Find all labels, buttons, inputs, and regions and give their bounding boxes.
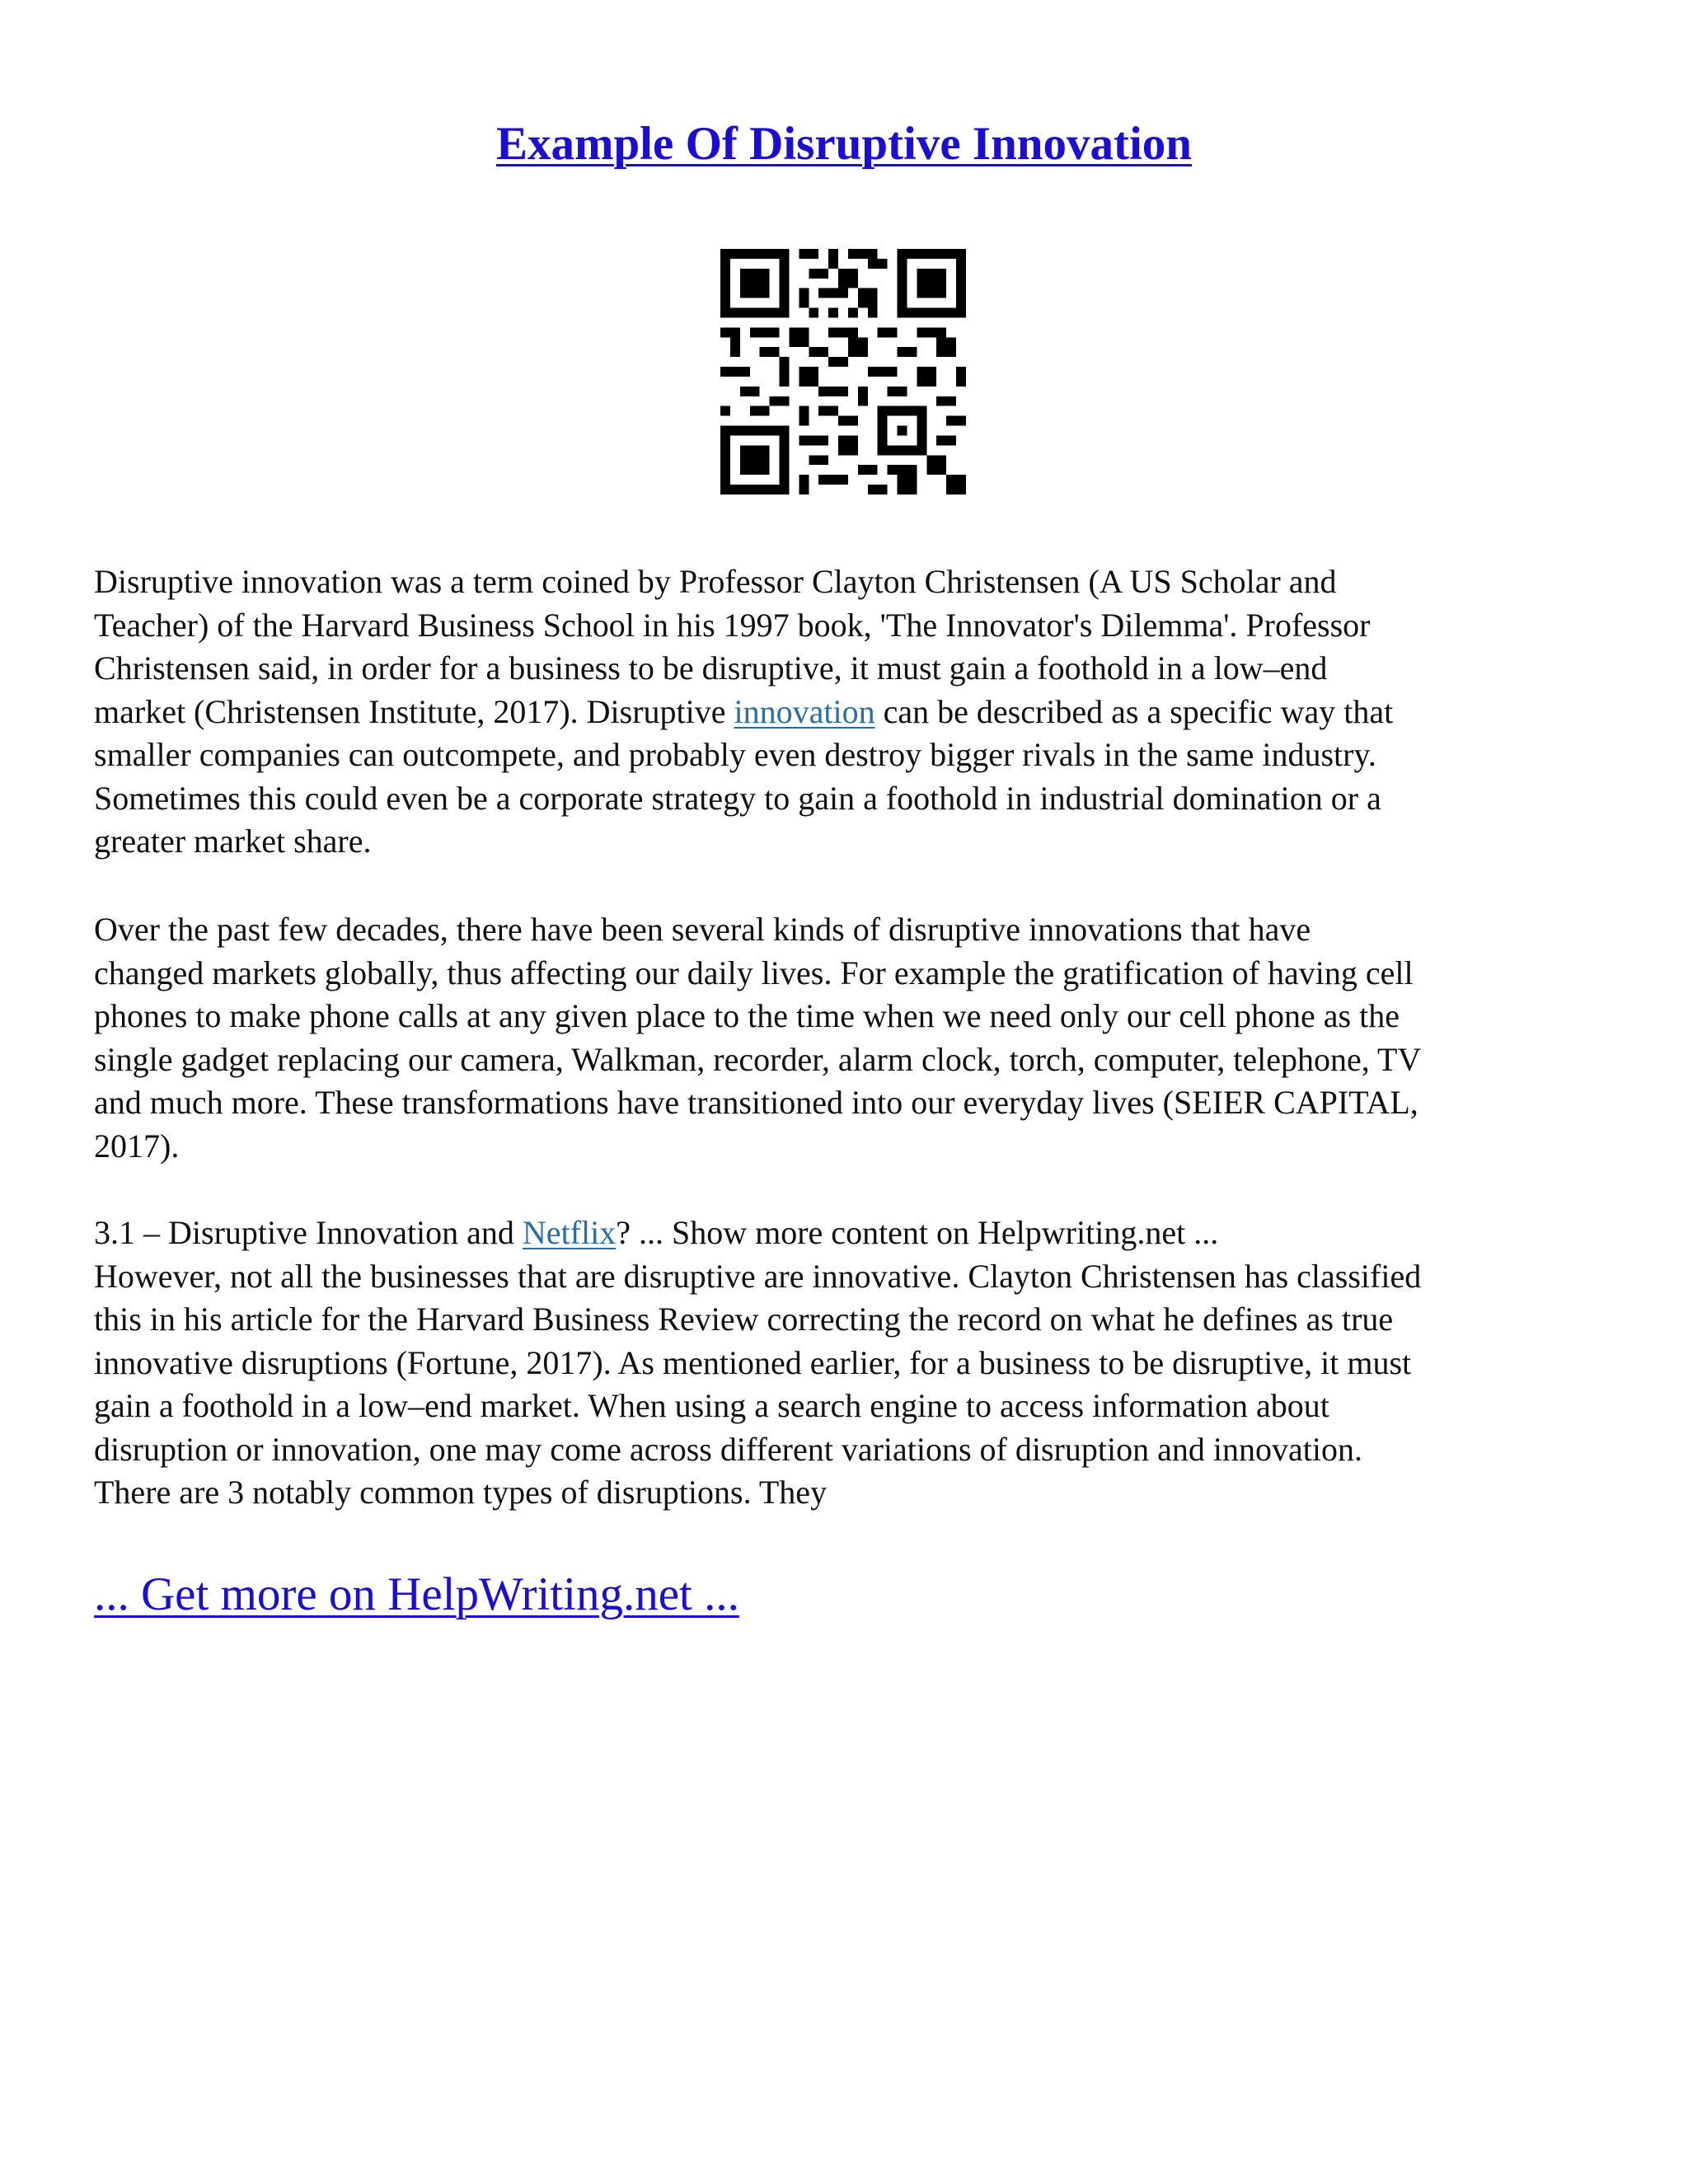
paragraph-line: Teacher) of the Harvard Business School in his 1997 book, 'The Innovator's Dilemma'. Professor: [94, 606, 1371, 644]
paragraph-line: However, not all the businesses that are disruptive are innovative. Clayton Christensen has classified: [94, 1257, 1422, 1295]
line-text: market (Christensen Institute, 2017). Disruptive: [94, 692, 734, 730]
title-link[interactable]: Example Of Disruptive Innovation: [495, 118, 1192, 170]
paragraph-line: and much more. These transformations have transitioned into our everyday lives (SEIER CAPITAL,: [94, 1084, 1418, 1121]
paragraph-line: There are 3 notably common types of disruptions. They: [94, 1474, 828, 1511]
paragraph-line: greater market share.: [94, 823, 372, 860]
paragraph-line: smaller companies can outcompete, and probably even destroy bigger rivals in the same industry.: [94, 736, 1376, 773]
paragraph-line: Christensen said, in order for a business to be disruptive, it must gain a foothold in a low–end: [94, 649, 1328, 687]
paragraph-line: phones to make phone calls at any given place to the time when we need only our cell phone as the: [94, 997, 1400, 1034]
paragraph-3: [94, 1212, 1611, 1515]
paragraph-line: single gadget replacing our camera, Walkman, recorder, alarm clock, torch, computer, telephone, TV: [94, 1040, 1422, 1078]
paragraph-line: 2017).: [94, 1127, 180, 1165]
innovation-link[interactable]: innovation: [734, 692, 875, 730]
paragraph-line: this in his article for the Harvard Business Review correcting the record on what he defines as true: [94, 1301, 1394, 1338]
paragraph-line: Disruptive innovation was a term coined by Professor Clayton Christensen (A US Scholar and: [94, 563, 1337, 600]
paragraph-line: changed markets globally, thus affecting our daily lives. For example the gratification of having cell: [94, 954, 1414, 991]
qr-code-icon: [720, 249, 966, 494]
paragraph-2: [94, 908, 1611, 1168]
line-text: 3.1 – Disruptive Innovation and: [94, 1214, 523, 1251]
paragraph-line: [94, 1212, 1611, 1255]
paragraph-line: Sometimes this could even be a corporate strategy to gain a foothold in industrial domination or a: [94, 779, 1381, 817]
paragraph-line: disruption or innovation, one may come across different variations of disruption and innovation.: [94, 1430, 1362, 1468]
line-text: can be described as a specific way that: [874, 692, 1394, 730]
get-more-link[interactable]: ... Get more on HelpWriting.net ...: [94, 1568, 739, 1620]
netflix-link[interactable]: Netflix: [522, 1214, 617, 1251]
paragraph-line: Over the past few decades, there have been several kinds of disruptive innovations that have: [94, 911, 1311, 948]
paragraph-1: [94, 560, 1611, 864]
line-text: ? ... Show more content on Helpwriting.net ...: [616, 1214, 1219, 1251]
paragraph-line: [94, 691, 1611, 734]
page-title: [0, 115, 1688, 173]
paragraph-line: gain a foothold in a low–end market. When using a search engine to access information about: [94, 1387, 1329, 1424]
paragraph-line: innovative disruptions (Fortune, 2017). As mentioned earlier, for a business to be disruptive, it must: [94, 1343, 1412, 1381]
